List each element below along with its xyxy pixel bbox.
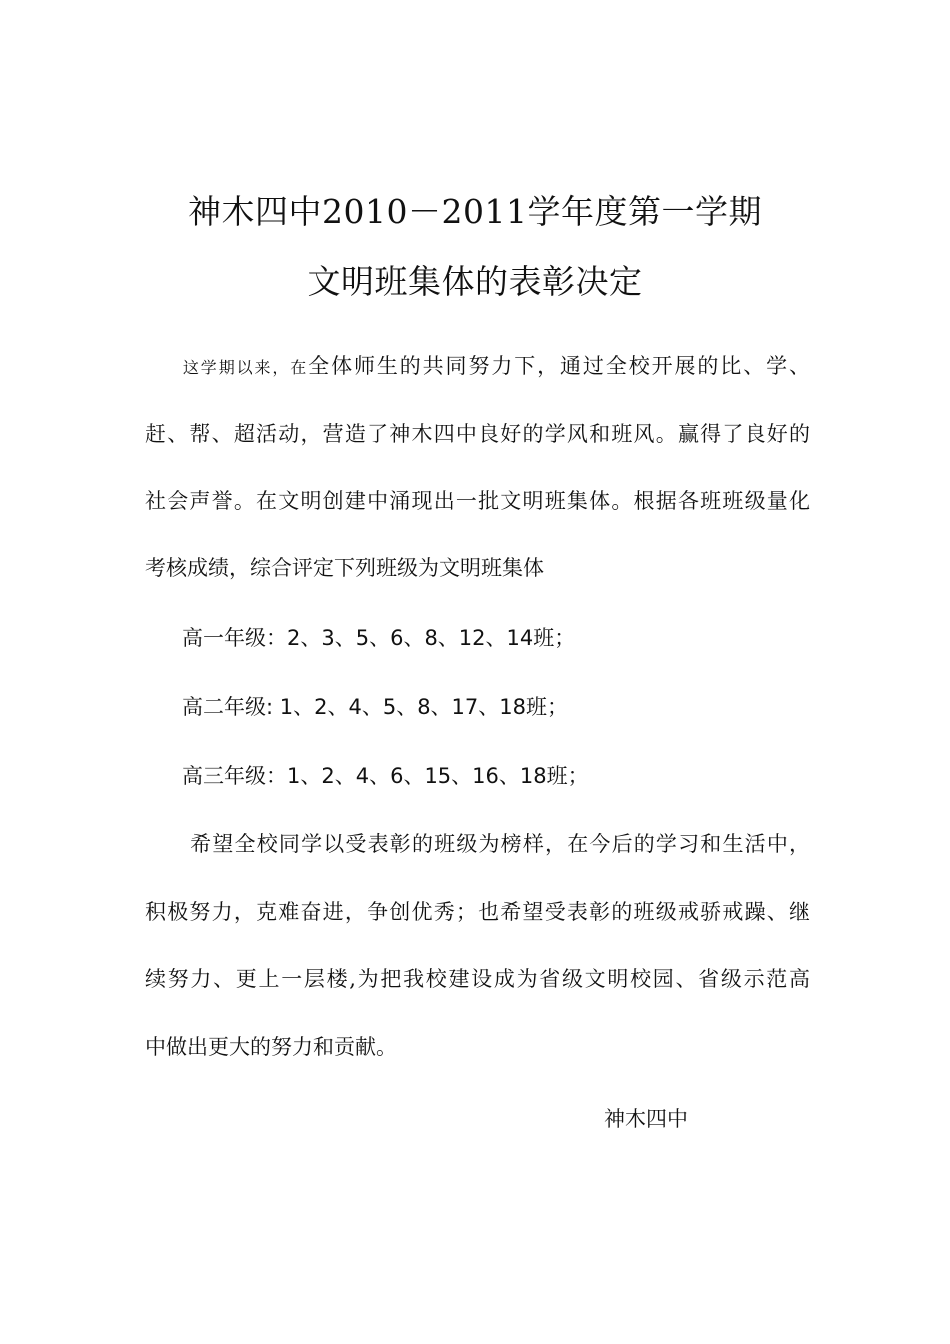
paragraph1-line2: 赶、帮、超活动，营造了神木四中良好的学风和班风。赢得了良好的 <box>145 422 810 446</box>
paragraph2-line4: 中做出更大的努力和贡献。 <box>145 1035 397 1059</box>
document-title-line1: 神木四中2010－2011学年度第一学期 <box>188 192 762 231</box>
paragraph1-line1-text: 全体师生的共同努力下，通过全校开展的比、学、 <box>308 354 810 378</box>
paragraph2-line1-text: 希望全校同学以受表彰的班级为榜样，在今后的学习和生活中， <box>189 832 810 856</box>
paragraph1-line3: 社会声誉。在文明创建中涌现出一批文明班集体。根据各班班级量化 <box>145 489 810 513</box>
signature: 神木四中 <box>604 1107 688 1131</box>
grade-list-item-3: 高三年级：1、2、4、6、15、16、18班； <box>182 764 589 788</box>
grade-list-item-2: 高二年级: 1、2、4、5、8、17、18班； <box>182 695 568 719</box>
paragraph2-line1 <box>145 829 810 859</box>
paragraph1-line1 <box>145 351 810 383</box>
paragraph1-lead: 这学期以来，在 <box>181 358 309 377</box>
paragraph2-line2: 积极努力，克难奋进，争创优秀；也希望受表彰的班级戒骄戒躁、继 <box>145 900 810 924</box>
document-title-line2: 文明班集体的表彰决定 <box>307 262 643 301</box>
paragraph2-line3: 续努力、更上一层楼,为把我校建设成为省级文明校园、省级示范高 <box>145 967 810 991</box>
grade-list-item-1: 高一年级：2、3、5、6、8、12、14班； <box>182 626 576 650</box>
paragraph1-line4: 考核成绩，综合评定下列班级为文明班集体 <box>145 556 544 580</box>
